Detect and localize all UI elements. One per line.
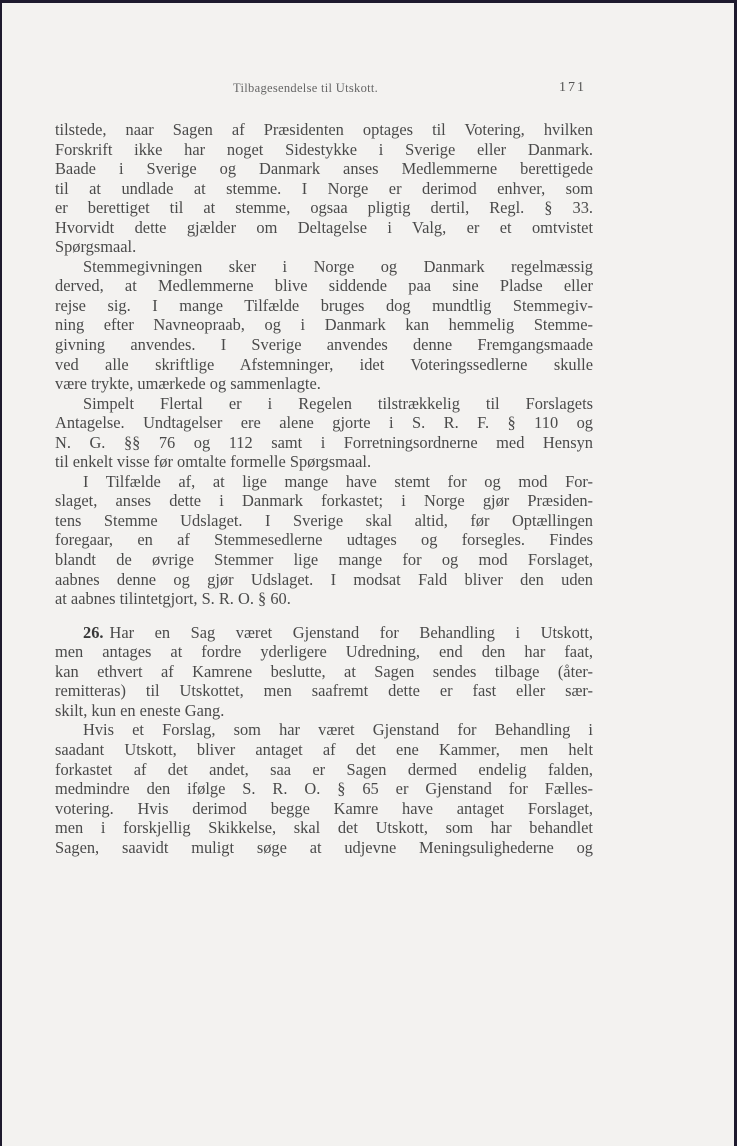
text-line: skilt, kun en eneste Gang.	[55, 700, 225, 720]
text-line: Baade i Sverige og Danmark anses Medlemmerne berettigede	[55, 159, 593, 179]
text-line: aabnes denne og gjør Udslaget. I modsat Fald bliver den uden	[55, 569, 593, 589]
text-line: men i forskjellig Skikkelse, skal det Utskott, som har behandlet	[55, 818, 593, 838]
text-line: Antagelse. Undtagelser ere alene gjorte i S. R. F. § 110 og	[55, 413, 593, 433]
page-number: 171	[559, 80, 586, 95]
paragraph	[55, 257, 593, 394]
text-line: votering. Hvis derimod begge Kamre have antaget Forslaget,	[55, 798, 593, 818]
text-line: N. G. §§ 76 og 112 samt i Forretningsordnerne med Hensyn	[55, 432, 593, 452]
text-line: kan ethvert af Kamrene beslutte, at Sagen sendes tilbage (åter-	[55, 661, 593, 681]
text-line: til enkelt visse før omtalte formelle Spørgsmaal.	[55, 452, 372, 472]
text-line	[55, 623, 593, 643]
text-line: rejse sig. I mange Tilfælde bruges dog mundtlig Stemmegiv-	[55, 295, 593, 315]
paragraph	[55, 394, 593, 472]
book-page	[2, 3, 734, 1146]
text-line: er berettiget til at stemme, ogsaa pligtig dertil, Regl. § 33.	[55, 198, 593, 218]
running-title: Tilbagesendelse til Utskott.	[233, 81, 379, 95]
text-line: være trykte, umærkede og sammenlagte.	[55, 374, 321, 394]
text-line: tens Stemme Udslaget. I Sverige skal altid, før Optællingen	[55, 510, 593, 530]
text-line: ning efter Navneopraab, og i Danmark kan hemmelig Stemme-	[55, 315, 593, 335]
section-first-line: Har en Sag været Gjenstand for Behandling i Utskott,	[109, 622, 593, 642]
text-line: blandt de øvrige Stemmer lige mange for og mod Forslaget,	[55, 550, 593, 570]
paragraph	[55, 623, 593, 721]
text-line: Hvis et Forslag, som har været Gjenstand for Behandling i	[83, 720, 593, 740]
paragraph	[55, 472, 593, 609]
text-line: ved alle skriftlige Afstemninger, idet Voteringssedlerne skulle	[55, 354, 593, 374]
text-line: medmindre den ifølge S. R. O. § 65 er Gjenstand for Fælles-	[55, 779, 593, 799]
text-line: Stemmegivningen sker i Norge og Danmark regelmæssig	[83, 256, 593, 276]
section-number: 26.	[83, 622, 104, 642]
text-line: til at undlade at stemme. I Norge er derimod enhver, som	[55, 178, 593, 198]
text-line: derved, at Medlemmerne blive siddende paa sine Pladse eller	[55, 276, 593, 296]
paragraph	[55, 720, 593, 857]
text-line: I Tilfælde af, at lige mange have stemt for og mod For-	[83, 471, 593, 491]
text-line: men antages at fordre yderligere Udredning, end den har faat,	[55, 642, 593, 662]
text-line: foregaar, en af Stemmesedlerne udtages og forsegles. Findes	[55, 530, 593, 550]
text-line: Forskrift ikke har noget Sidestykke i Sverige eller Danmark.	[55, 139, 593, 159]
text-line: at aabnes tilintetgjort, S. R. O. § 60.	[55, 589, 291, 609]
text-line: tilstede, naar Sagen af Præsidenten optages til Votering, hvilken	[55, 120, 593, 139]
text-line: Spørgsmaal.	[55, 237, 137, 257]
section-26	[55, 623, 593, 858]
text-line: remitteras) til Utskottet, men saafremt dette er fast eller sær-	[55, 681, 593, 701]
text-line: Hvorvidt dette gjælder om Deltagelse i Valg, er et omtvistet	[55, 217, 593, 237]
text-line: Sagen, saavidt muligt søge at udjevne Meningsulighederne og	[55, 837, 593, 857]
paragraph	[55, 120, 593, 257]
text-line: Simpelt Flertal er i Regelen tilstrækkelig til Forslagets	[83, 393, 593, 413]
text-line: saadant Utskott, bliver antaget af det ene Kammer, men helt	[55, 739, 593, 759]
section-gap	[55, 609, 593, 623]
text-line: forkastet af det andet, saa er Sagen dermed endelig falden,	[55, 759, 593, 779]
text-line: givning anvendes. I Sverige anvendes denne Fremgangsmaade	[55, 335, 593, 355]
body-text	[55, 120, 593, 857]
text-line: slaget, anses dette i Danmark forkastet; i Norge gjør Præsiden-	[55, 491, 593, 511]
running-head	[2, 81, 734, 101]
